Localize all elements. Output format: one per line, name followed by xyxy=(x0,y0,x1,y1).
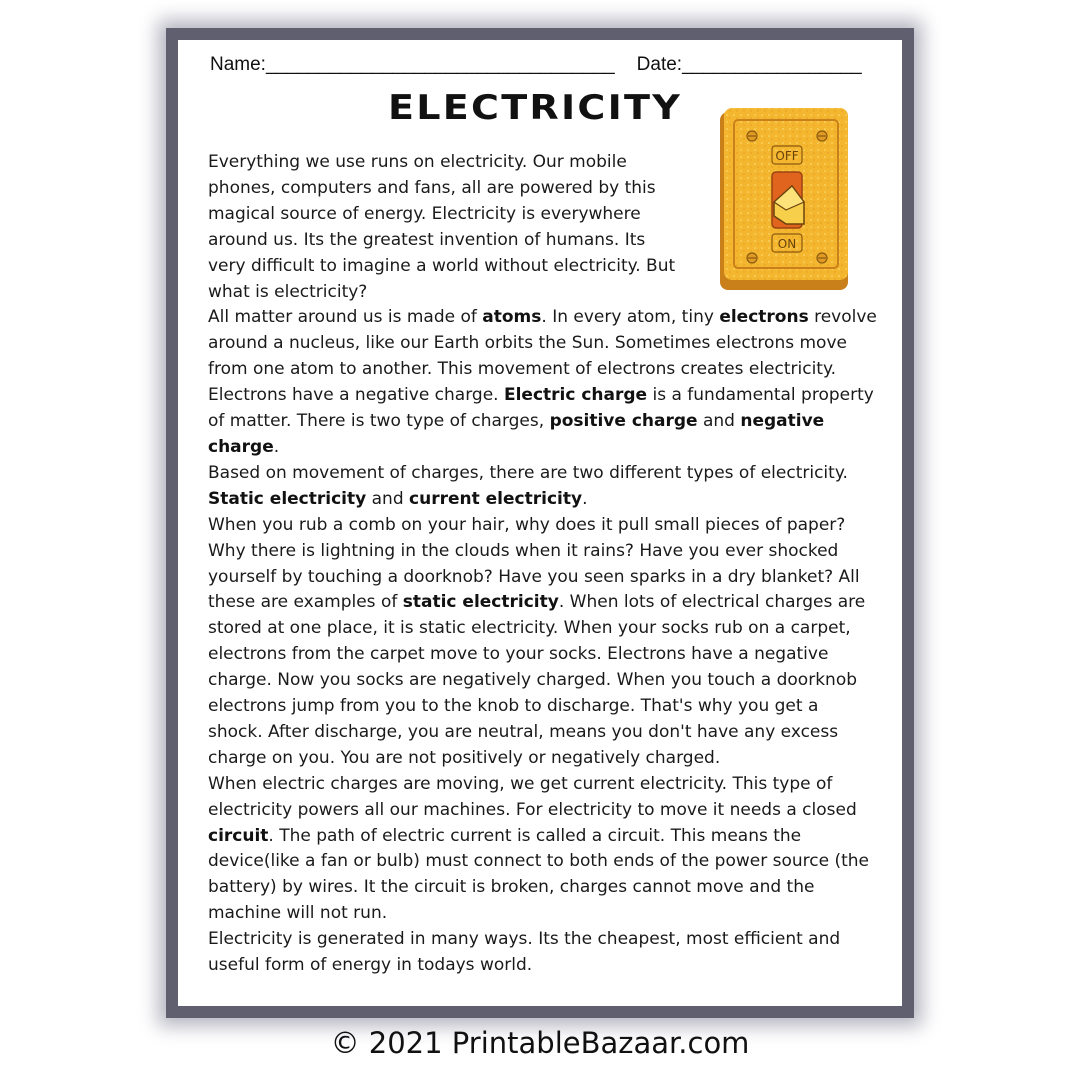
date-field-label: Date:_________________ xyxy=(636,54,862,75)
text-run: and xyxy=(697,411,741,432)
paragraph xyxy=(208,461,878,513)
text-run: Everything we use runs on electricity. Our mobile phones, computers and fans, all are powered by this magical source of energy. Electricity is everywhere around us. Its the greatest invention of humans. Its very difficult to imagine a world without electricity. But what is electricity? xyxy=(208,152,676,302)
bold-term: positive charge xyxy=(549,411,698,432)
header-row xyxy=(210,54,862,76)
paragraph xyxy=(208,513,878,772)
text-run: Electricity is generated in many ways. Its the cheapest, most efficient and useful form of energy in todays world. xyxy=(208,929,841,976)
paragraph xyxy=(208,150,678,305)
text-run: When you rub a comb on your hair, why does it pull small pieces of paper? Why there is lightning in the clouds when it rains? Have you ever shocked yourself by touching a doorknob? Have you seen sparks in a dry blanket? All these are examples of xyxy=(208,514,860,613)
text-run: . In every atom, tiny xyxy=(541,307,720,328)
page-title: ELECTRICITY xyxy=(388,88,683,128)
bold-term: Static electricity xyxy=(208,488,367,509)
text-run: . xyxy=(582,488,588,509)
paragraph xyxy=(208,772,878,927)
reading-passage xyxy=(208,150,878,979)
text-run: Based on movement of charges, there are two different types of electricity. xyxy=(208,462,848,483)
text-run: . xyxy=(273,436,280,457)
text-run: revolve around a nucleus, like our Earth orbits the Sun. Sometimes electrons move from one atom to another. This movement of electrons creates electricity. Electrons have a negative charge. xyxy=(208,307,877,406)
bold-term: circuit xyxy=(208,825,269,846)
text-run: is a fundamental property of matter. There is two type of charges, xyxy=(208,385,874,432)
paragraph xyxy=(208,305,878,460)
worksheet-page xyxy=(178,40,902,1006)
bold-term: Electric charge xyxy=(503,385,648,406)
name-field-label: Name:_________________________________ xyxy=(210,54,615,75)
text-run: . The path of electric current is called a circuit. This means the device(like a fan or bulb) must connect to both ends of the power source (the battery) by wires. It the circuit is broken, charges cannot move and the machine will not run. xyxy=(208,825,869,924)
text-run: . When lots of electrical charges are stored at one place, it is static electricity. When your socks rub on a carpet, electrons from the carpet move to your socks. Electrons have a negative charge. Now you socks are negatively charged. When you touch a doorknob electrons jump from you to the knob to discharge. That's why you get a shock. After discharge, you are neutral, means you don't have any excess charge on you. You are not positively or negatively charged. xyxy=(208,592,866,768)
copyright-footer: © 2021 PrintableBazaar.com xyxy=(330,1026,750,1060)
switch-off-label: OFF xyxy=(775,149,799,163)
text-run: All matter around us is made of xyxy=(208,307,483,328)
bold-term: negative charge xyxy=(208,411,825,457)
bold-term: atoms xyxy=(482,307,542,328)
bold-term: static electricity xyxy=(402,592,559,613)
switch-on-label: ON xyxy=(777,237,797,251)
bold-term: electrons xyxy=(719,307,809,328)
bold-term: current electricity xyxy=(409,488,583,509)
text-run: When electric charges are moving, we get current electricity. This type of electricity powers all our machines. For electricity to move it needs a closed xyxy=(208,773,857,820)
paragraph xyxy=(208,927,878,979)
text-run: and xyxy=(366,488,410,509)
